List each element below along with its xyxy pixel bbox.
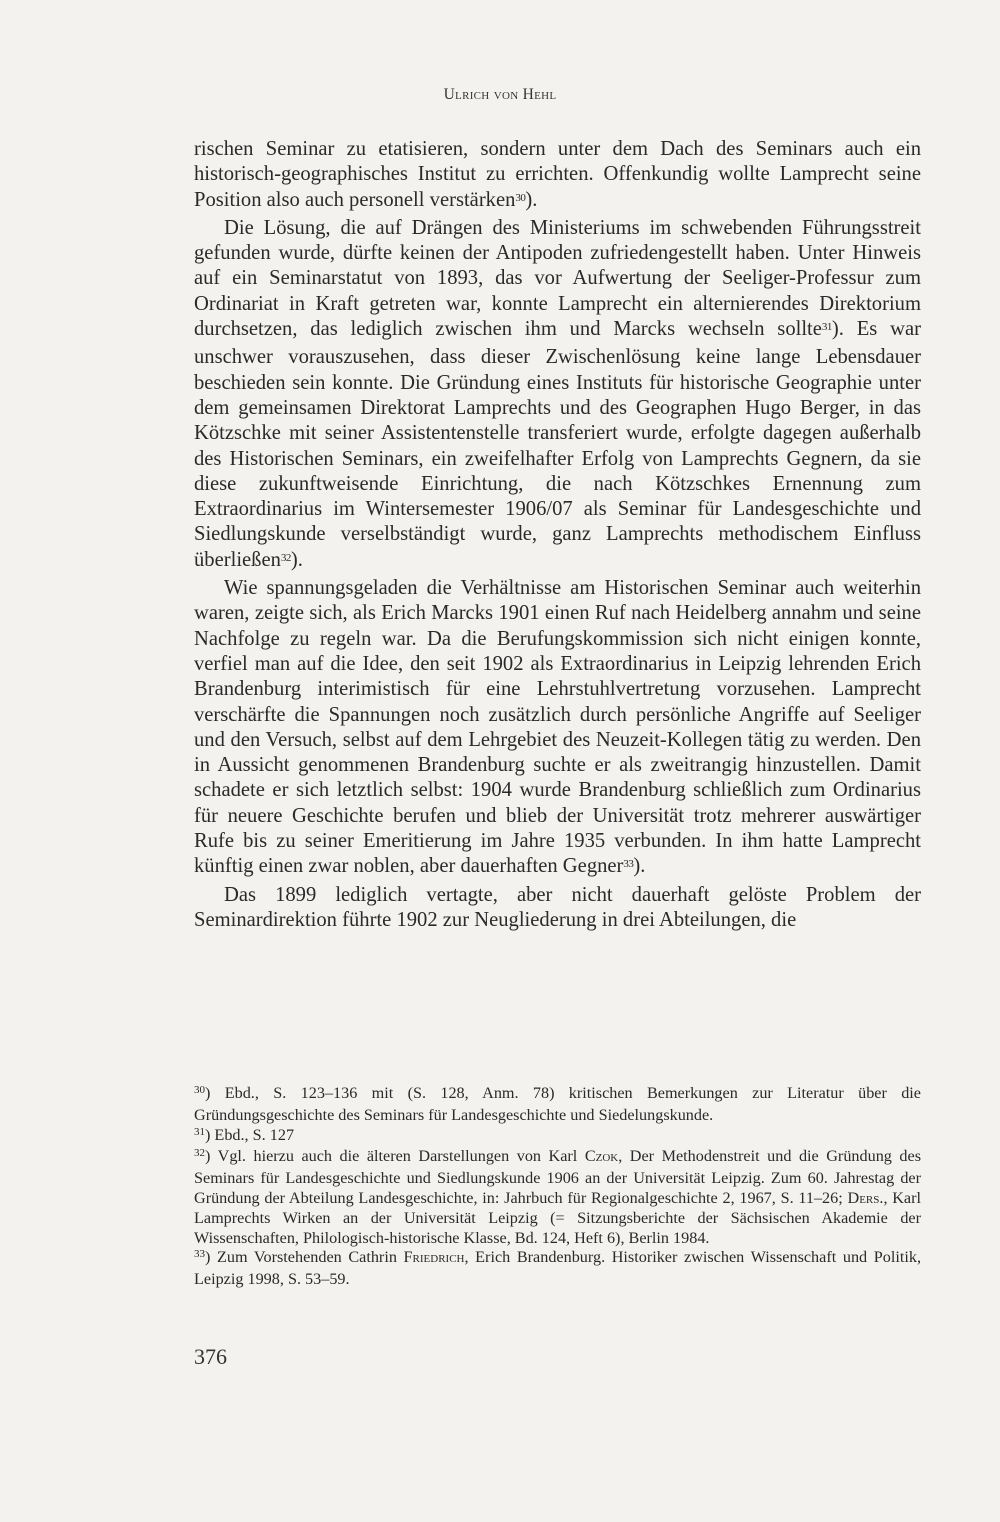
text-run: rischen Seminar zu etatisieren, sondern unter dem Dach des Seminars auch ein historisch-geographisches Institut zu errichten. Offenkundig wollte Lamprecht seine Position also auch personell verstärken (194, 138, 921, 211)
text-run: Das 1899 lediglich vertagte, aber nicht dauerhaft gelöste Problem der Seminardirektion führte 1902 zur Neugliederung in drei Abteilungen, die (194, 883, 921, 931)
footnote (194, 1147, 921, 1248)
paragraph (194, 216, 921, 576)
footnote-mark: 31 (194, 1125, 205, 1138)
footnote (194, 1126, 921, 1148)
running-head: Ulrich von Hehl (443, 86, 557, 103)
text-run: ). (633, 855, 646, 878)
footnote-ref: 30 (515, 191, 526, 204)
author-name: Czok (584, 1147, 619, 1166)
footnote (194, 1248, 921, 1290)
paragraph (194, 883, 921, 934)
footnote-text: , Der Methodenstreit und die Gründung des Seminars für Landesgeschichte und Siedlungskunde 1906 an der Universität Leipzig. Zum 60. Jahrestag der Gründung der Abteilung Landesgeschichte, in: Jahrbuch für Regionalgeschichte 2, 1967, S. 11–26; (194, 1147, 921, 1207)
text-run: ). (290, 548, 303, 571)
body-text (194, 137, 921, 933)
footnote-mark: 32 (194, 1147, 205, 1160)
text-run: Die Lösung, die auf Drängen des Ministeriums im schwebenden Führungsstreit gefunden wurde, dürfte keinen der Antipoden zufriedengestellt haben. Unter Hinweis auf ein Seminarstatut von 1893, das vor Aufwertung der Seeliger-Professur zum Ordinariat in Kraft getreten war, konnte Lamprecht ein alternierendes Direktorium durchsetzen, das lediglich zwischen ihm und Marcks wechseln sollte (194, 216, 921, 341)
footnote-text: ., Karl Lamprechts Wirken an der Universität Leipzig (= Sitzungsberichte der Sächsischen Akademie der Wissenschaften, Philologisch-historische Klasse, Bd. 124, Heft 6), Berlin 1984. (194, 1188, 922, 1247)
footnote-ref: 33 (623, 858, 634, 871)
footnote (194, 1084, 921, 1126)
footnote-text: , Erich Brandenburg. Historiker zwischen Wissenschaft und Politik, Leipzig 1998, S. 53–59. (194, 1248, 921, 1289)
footnote-mark: 33 (194, 1248, 205, 1261)
author-name: Friedrich (403, 1248, 465, 1267)
footnote-mark: 30 (194, 1084, 205, 1097)
paragraph (194, 576, 921, 883)
text-run: Wie spannungsgeladen die Verhältnisse am Historischen Seminar auch weiterhin waren, zeigte sich, als Erich Marcks 1901 einen Ruf nach Heidelberg annahm und seine Nachfolge zu regeln war. Da die Berufungskommission sich nicht einigen konnte, verfiel man auf die Idee, den seit 1902 als Extraordinarius in Leipzig lehrenden Erich Brandenburg interimistisch für eine Lehrstuhlvertretung vorzusehen. Lamprecht verschärfte die Spannungen noch zusätzlich durch persönliche Angriffe auf Seeliger und den Versuch, selbst auf dem Lehrgebiet des Neuzeit-Kollegen tätig zu werden. Den in Aussicht genommenen Brandenburg suchte er als zweitrangig hinzustellen. Damit schadete er sich letztlich selbst: 1904 wurde Brandenburg schließlich zum Ordinarius für neuere Geschichte berufen und blieb der Universität trotz mehrerer auswärtiger Rufe bis zu seiner Emeritierung im Jahre 1935 verbunden. In ihm hatte Lamprecht künftig einen zwar noblen, aber dauerhaften Gegner (194, 577, 921, 878)
footnote-ref: 31 (821, 321, 832, 334)
text-run: ). (525, 188, 538, 211)
footnote-ref: 32 (280, 551, 291, 564)
text-run: ). Es war unschwer vorauszusehen, dass dieser Zwischenlösung keine lange Lebensdauer beschieden sein konnte. Die Gründung eines Instituts für historische Geographie unter dem gemeinsamen Direktorat Lamprechts und des Geographen Hugo Berger, in das Kötzschke mit seiner Assistentenstelle transferiert wurde, erfolgte dagegen außerhalb des Historischen Seminars, ein zweifelhafter Erfolg von Lamprechts Gegnern, da sie diese zukunftweisende Einrichtung, die nach Kötzschkes Ernennung zum Extraordinarius im Wintersemester 1906/07 als Seminar für Landesgeschichte und Siedlungskunde verselbständigt wurde, ganz Lamprechts methodischem Einfluss überließen (194, 318, 921, 571)
footnotes (194, 1084, 921, 1290)
paragraph (194, 137, 921, 216)
author-name: Ders (847, 1188, 880, 1207)
footnote-text: ) Ebd., S. 127 (205, 1125, 295, 1144)
footnote-text: ) Zum Vorstehenden Cathrin (205, 1248, 404, 1267)
page-number: 376 (194, 1344, 227, 1369)
footnote-text: ) Vgl. hierzu auch die älteren Darstellungen von Karl (205, 1147, 585, 1166)
footnote-text: ) Ebd., S. 123–136 mit (S. 128, Anm. 78) kritischen Bemerkungen zur Literatur über die Gründungsgeschichte des Seminars für Landesgeschichte und Siedelungskunde. (194, 1084, 921, 1124)
